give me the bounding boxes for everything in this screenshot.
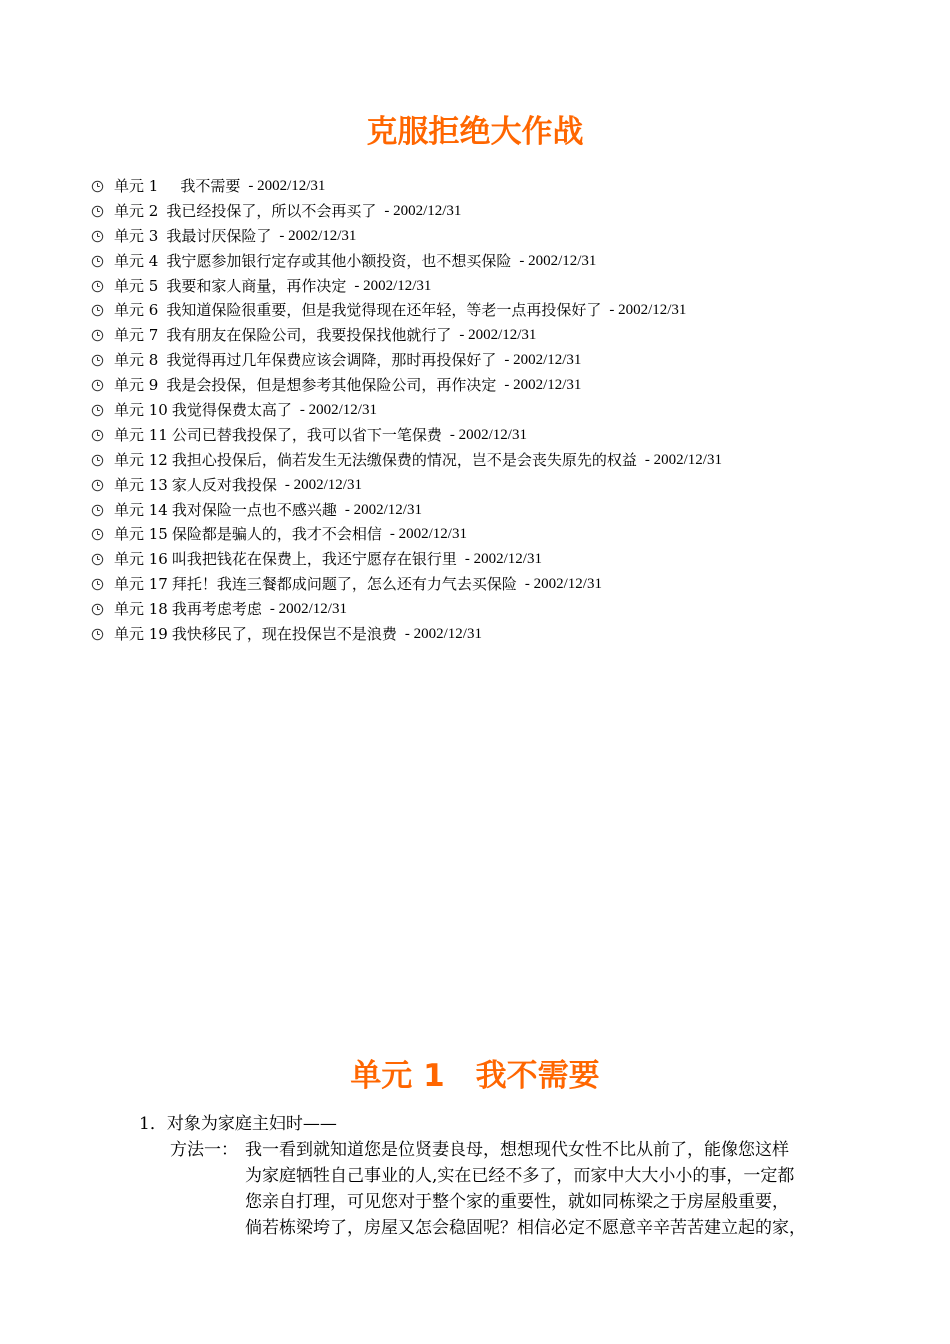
page-title: 克服拒绝大作战 xyxy=(366,114,584,150)
toc-item[interactable] xyxy=(91,373,722,398)
toc-unit: 单元 2 xyxy=(114,201,159,220)
toc-date: - 2002/12/31 xyxy=(504,377,582,394)
toc-text: 我要和家人商量，再作决定 xyxy=(166,276,347,295)
toc-date: - 2002/12/31 xyxy=(449,426,527,443)
toc-unit: 单元 14 xyxy=(114,500,168,519)
clock-icon xyxy=(91,230,104,243)
section-heading: 1．对象为家庭主妇时—— xyxy=(139,1114,337,1134)
toc-unit: 单元 1 xyxy=(114,177,159,195)
toc-text: 我对保险一点也不感兴趣 xyxy=(171,500,337,519)
clock-icon xyxy=(91,528,104,541)
toc-unit: 单元 12 xyxy=(114,450,168,469)
toc-item[interactable] xyxy=(91,597,722,622)
toc-text: 我觉得再过几年保费应该会调降，那时再投保好了 xyxy=(166,351,497,370)
toc-unit: 单元 9 xyxy=(114,376,159,395)
toc-date: - 2002/12/31 xyxy=(504,352,582,369)
clock-icon xyxy=(91,205,104,218)
toc-item[interactable] xyxy=(91,323,722,348)
toc-date: - 2002/12/31 xyxy=(354,277,432,294)
toc-item[interactable] xyxy=(91,298,722,323)
toc-unit: 单元 13 xyxy=(114,475,168,494)
clock-icon xyxy=(91,454,104,467)
toc-text: 我有朋友在保险公司，我要投保找他就行了 xyxy=(166,326,452,345)
method-label: 方法一： xyxy=(170,1140,238,1160)
clock-icon xyxy=(91,429,104,442)
clock-icon xyxy=(91,255,104,268)
toc-item[interactable] xyxy=(91,572,722,597)
toc-text: 我不需要 xyxy=(180,177,241,195)
toc-date: - 2002/12/31 xyxy=(459,327,537,344)
toc-date: - 2002/12/31 xyxy=(464,551,542,568)
toc-text: 我最讨厌保险了 xyxy=(166,226,272,245)
toc-date: - 2002/12/31 xyxy=(279,227,357,244)
toc-item[interactable] xyxy=(91,547,722,572)
toc-unit: 单元 10 xyxy=(114,401,168,420)
toc-unit: 单元 17 xyxy=(114,575,168,594)
toc-text: 我已经投保了，所以不会再买了 xyxy=(166,201,377,220)
paragraph-line: 倘若栋梁垮了，房屋又怎会稳固呢？相信必定不愿意辛辛苦苦建立起的家， xyxy=(245,1218,806,1238)
toc-date: - 2002/12/31 xyxy=(404,626,482,643)
paragraph-line: 我一看到就知道您是位贤妻良母，想想现代女性不比从前了，能像您这样 xyxy=(245,1140,789,1160)
toc-text: 叫我把钱花在保费上，我还宁愿存在银行里 xyxy=(171,550,457,569)
toc-date: - 2002/12/31 xyxy=(284,476,362,493)
toc-date: - 2002/12/31 xyxy=(389,526,467,543)
clock-icon xyxy=(91,553,104,566)
toc-unit: 单元 19 xyxy=(114,625,168,644)
toc-date: - 2002/12/31 xyxy=(644,451,722,468)
toc-date: - 2002/12/31 xyxy=(524,576,602,593)
toc-unit: 单元 15 xyxy=(114,525,168,544)
toc-date: - 2002/12/31 xyxy=(344,501,422,518)
clock-icon xyxy=(91,578,104,591)
table-of-contents xyxy=(91,174,722,647)
clock-icon xyxy=(91,304,104,317)
clock-icon xyxy=(91,603,104,616)
clock-icon xyxy=(91,280,104,293)
toc-item[interactable] xyxy=(91,249,722,274)
toc-date: - 2002/12/31 xyxy=(299,402,377,419)
toc-date: - 2002/12/31 xyxy=(384,202,462,219)
toc-item[interactable] xyxy=(91,398,722,423)
toc-item[interactable] xyxy=(91,274,722,299)
clock-icon xyxy=(91,354,104,367)
toc-text: 我觉得保费太高了 xyxy=(171,401,292,420)
clock-icon xyxy=(91,479,104,492)
toc-item[interactable] xyxy=(91,448,722,473)
toc-text: 我再考虑考虑 xyxy=(171,600,262,619)
toc-date: - 2002/12/31 xyxy=(519,252,597,269)
toc-text: 我宁愿参加银行定存或其他小额投资，也不想买保险 xyxy=(166,251,512,270)
toc-text: 我知道保险很重要，但是我觉得现在还年轻，等老一点再投保好了 xyxy=(166,301,602,320)
toc-item[interactable] xyxy=(91,473,722,498)
toc-item[interactable] xyxy=(91,348,722,373)
unit-title: 单元 1 我不需要 xyxy=(350,1058,600,1094)
clock-icon xyxy=(91,379,104,392)
toc-text: 我快移民了，现在投保岂不是浪费 xyxy=(171,625,397,644)
method-paragraph xyxy=(245,1137,885,1241)
toc-date: - 2002/12/31 xyxy=(609,302,687,319)
clock-icon xyxy=(91,628,104,641)
toc-item[interactable] xyxy=(91,622,722,647)
paragraph-line: 您亲自打理，可见您对于整个家的重要性，就如同栋梁之于房屋般重要， xyxy=(245,1192,789,1212)
toc-text: 家人反对我投保 xyxy=(171,475,277,494)
toc-unit: 单元 4 xyxy=(114,251,159,270)
toc-unit: 单元 18 xyxy=(114,600,168,619)
toc-unit: 单元 5 xyxy=(114,276,159,295)
toc-item[interactable] xyxy=(91,498,722,523)
toc-unit: 单元 7 xyxy=(114,326,159,345)
toc-item[interactable] xyxy=(91,522,722,547)
toc-unit: 单元 8 xyxy=(114,351,159,370)
toc-unit: 单元 11 xyxy=(114,425,168,444)
clock-icon xyxy=(91,180,104,193)
paragraph-line: 为家庭牺牲自己事业的人,实在已经不多了，而家中大大小小的事，一定都 xyxy=(245,1166,795,1186)
toc-text: 拜托！我连三餐都成问题了，怎么还有力气去买保险 xyxy=(171,575,517,594)
clock-icon xyxy=(91,329,104,342)
toc-text: 保险都是骗人的，我才不会相信 xyxy=(171,525,382,544)
toc-item[interactable] xyxy=(91,174,722,199)
toc-text: 公司已替我投保了，我可以省下一笔保费 xyxy=(171,425,442,444)
toc-unit: 单元 3 xyxy=(114,226,159,245)
toc-item[interactable] xyxy=(91,224,722,249)
toc-date: - 2002/12/31 xyxy=(269,601,347,618)
toc-unit: 单元 16 xyxy=(114,550,168,569)
toc-item[interactable] xyxy=(91,423,722,448)
toc-text: 我担心投保后，倘若发生无法缴保费的情况，岂不是会丧失原先的权益 xyxy=(171,450,637,469)
clock-icon xyxy=(91,404,104,417)
toc-unit: 单元 6 xyxy=(114,301,159,320)
clock-icon xyxy=(91,504,104,517)
toc-text: 我是会投保，但是想参考其他保险公司，再作决定 xyxy=(166,376,497,395)
toc-date: - 2002/12/31 xyxy=(248,178,326,194)
toc-item[interactable] xyxy=(91,199,722,224)
